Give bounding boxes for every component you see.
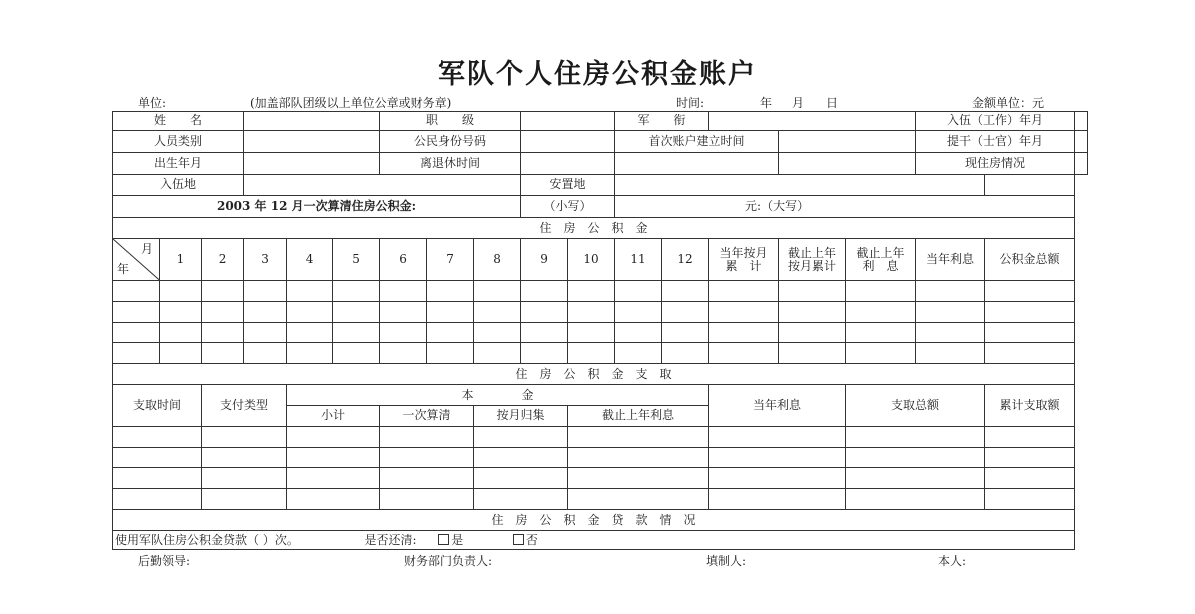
rank-value[interactable] — [709, 112, 916, 131]
blank-cell[interactable] — [615, 152, 779, 174]
principal-header: 本 金 — [287, 385, 709, 406]
info-row-4 — [113, 174, 1088, 196]
enlist-place-label: 入伍地 — [113, 174, 244, 196]
self-signature-label: 本人: — [938, 554, 967, 568]
first-account-label: 首次账户建立时间 — [615, 130, 779, 152]
form-title: 军队个人住房公积金账户 — [438, 59, 757, 90]
month-header: 7 — [427, 239, 474, 281]
enlist-year-label: 入伍（工作）年月 — [916, 112, 1075, 131]
section1-header-row — [113, 239, 1088, 281]
month-header: 1 — [160, 239, 202, 281]
id-number-value[interactable] — [521, 130, 615, 152]
section1-data-row — [113, 322, 1088, 343]
account-form-table — [112, 111, 1088, 550]
year-interest-header: 当年利息 — [709, 385, 846, 427]
promotion-year-label: 提干（士官）年月 — [916, 130, 1075, 152]
amount-unit: 金额单位：元 — [972, 96, 1045, 110]
month-header: 3 — [244, 239, 287, 281]
section1-data-row — [113, 280, 1088, 301]
settle-place-value[interactable] — [615, 174, 985, 196]
section1-title-row — [113, 218, 1088, 239]
section2-data-row — [113, 447, 1088, 468]
prev-interest-header: 截止上年 利 息 — [846, 239, 916, 281]
info-row-3 — [113, 152, 1088, 174]
year-label: 年 — [760, 96, 773, 110]
cum-withdraw-header: 累计支取额 — [985, 385, 1075, 427]
month-header: 2 — [202, 239, 244, 281]
unit-label: 单位: — [138, 96, 167, 110]
preparer-label: 填制人: — [706, 554, 747, 568]
month-header: 8 — [474, 239, 521, 281]
first-account-value[interactable] — [779, 130, 916, 152]
month-header: 4 — [287, 239, 333, 281]
current-housing-value[interactable] — [1075, 152, 1088, 174]
name-label: 姓 名 — [113, 112, 244, 131]
yes-label: 是 — [451, 532, 464, 547]
section1-title: 住 房 公 积 金 — [113, 218, 1075, 239]
month-header: 10 — [568, 239, 615, 281]
retire-time-label: 离退休时间 — [380, 152, 521, 174]
no-label: 否 — [525, 532, 538, 547]
blank-cell[interactable] — [779, 152, 916, 174]
yes-checkbox[interactable] — [438, 534, 449, 545]
month-header: 12 — [662, 239, 709, 281]
prev-interest-header: 截止上年利息 — [568, 405, 709, 426]
current-housing-label: 现住房情况 — [916, 152, 1075, 174]
one-time-header: 一次算清 — [380, 405, 474, 426]
monthly-header: 按月归集 — [474, 405, 568, 426]
month-header: 5 — [333, 239, 380, 281]
info-row-2 — [113, 130, 1088, 152]
section3-title-row — [113, 510, 1088, 531]
section2-data-row — [113, 489, 1088, 510]
section2-header-row-1 — [113, 385, 1088, 406]
prev-monthly-cum-header: 截止上年 按月累计 — [779, 239, 846, 281]
upper-case-label: 元:（大写） — [615, 196, 1075, 218]
personnel-type-label: 人员类别 — [113, 130, 244, 152]
loan-text: 使用军队住房公积金贷款（ ）次。 — [115, 532, 299, 547]
no-checkbox[interactable] — [513, 534, 524, 545]
section2-title: 住 房 公 积 金 支 取 — [113, 364, 1075, 385]
birth-value[interactable] — [244, 152, 380, 174]
section2-title-row — [113, 364, 1088, 385]
personnel-type-value[interactable] — [244, 130, 380, 152]
unit-note: (加盖部队团级以上单位公章或财务章) — [250, 96, 452, 110]
month-label: 月 — [792, 96, 805, 110]
day-label: 日 — [826, 96, 839, 110]
info-row-1 — [113, 112, 1088, 131]
section1-data-row — [113, 343, 1088, 364]
month-year-corner — [113, 239, 160, 281]
finance-head-label: 财务部门负责人: — [404, 554, 493, 568]
withdraw-time-header: 支取时间 — [113, 385, 202, 427]
id-number-label: 公民身份号码 — [380, 130, 521, 152]
name-value[interactable] — [244, 112, 380, 131]
settlement-label: 2003 年 12 月一次算清住房公积金: — [113, 196, 521, 218]
year-interest-header: 当年利息 — [916, 239, 985, 281]
subtotal-header: 小计 — [287, 405, 380, 426]
lower-case-label: （小写） — [521, 196, 615, 218]
corner-year-label: 年 — [117, 261, 130, 276]
enlist-place-value[interactable] — [244, 174, 521, 196]
retire-time-value[interactable] — [521, 152, 615, 174]
settlement-row — [113, 196, 1088, 218]
settle-year-value[interactable] — [985, 174, 1075, 196]
pay-type-header: 支付类型 — [202, 385, 287, 427]
post-level-label: 职 级 — [380, 112, 521, 131]
logistics-leader-label: 后勤领导: — [138, 554, 191, 568]
birth-label: 出生年月 — [113, 152, 244, 174]
month-header: 11 — [615, 239, 662, 281]
time-label: 时间: — [676, 96, 705, 110]
section1-data-row — [113, 301, 1088, 322]
month-header: 9 — [521, 239, 568, 281]
post-level-value[interactable] — [521, 112, 615, 131]
month-header: 6 — [380, 239, 427, 281]
total-withdraw-header: 支取总额 — [846, 385, 985, 427]
loan-cell — [113, 531, 1075, 550]
loan-row — [113, 531, 1088, 550]
enlist-year-value[interactable] — [1075, 112, 1088, 131]
section2-data-row — [113, 426, 1088, 447]
repaid-label: 是否还清: — [364, 532, 417, 547]
settle-place-label: 安置地 — [521, 174, 615, 196]
corner-month-label: 月 — [140, 242, 153, 257]
section3-title: 住 房 公 积 金 贷 款 情 况 — [113, 510, 1075, 531]
section2-data-row — [113, 468, 1088, 489]
rank-label: 军 衔 — [615, 112, 709, 131]
year-monthly-cum-header: 当年按月 累 计 — [709, 239, 779, 281]
promotion-year-value[interactable] — [1075, 130, 1088, 152]
fund-total-header: 公积金总额 — [985, 239, 1075, 281]
